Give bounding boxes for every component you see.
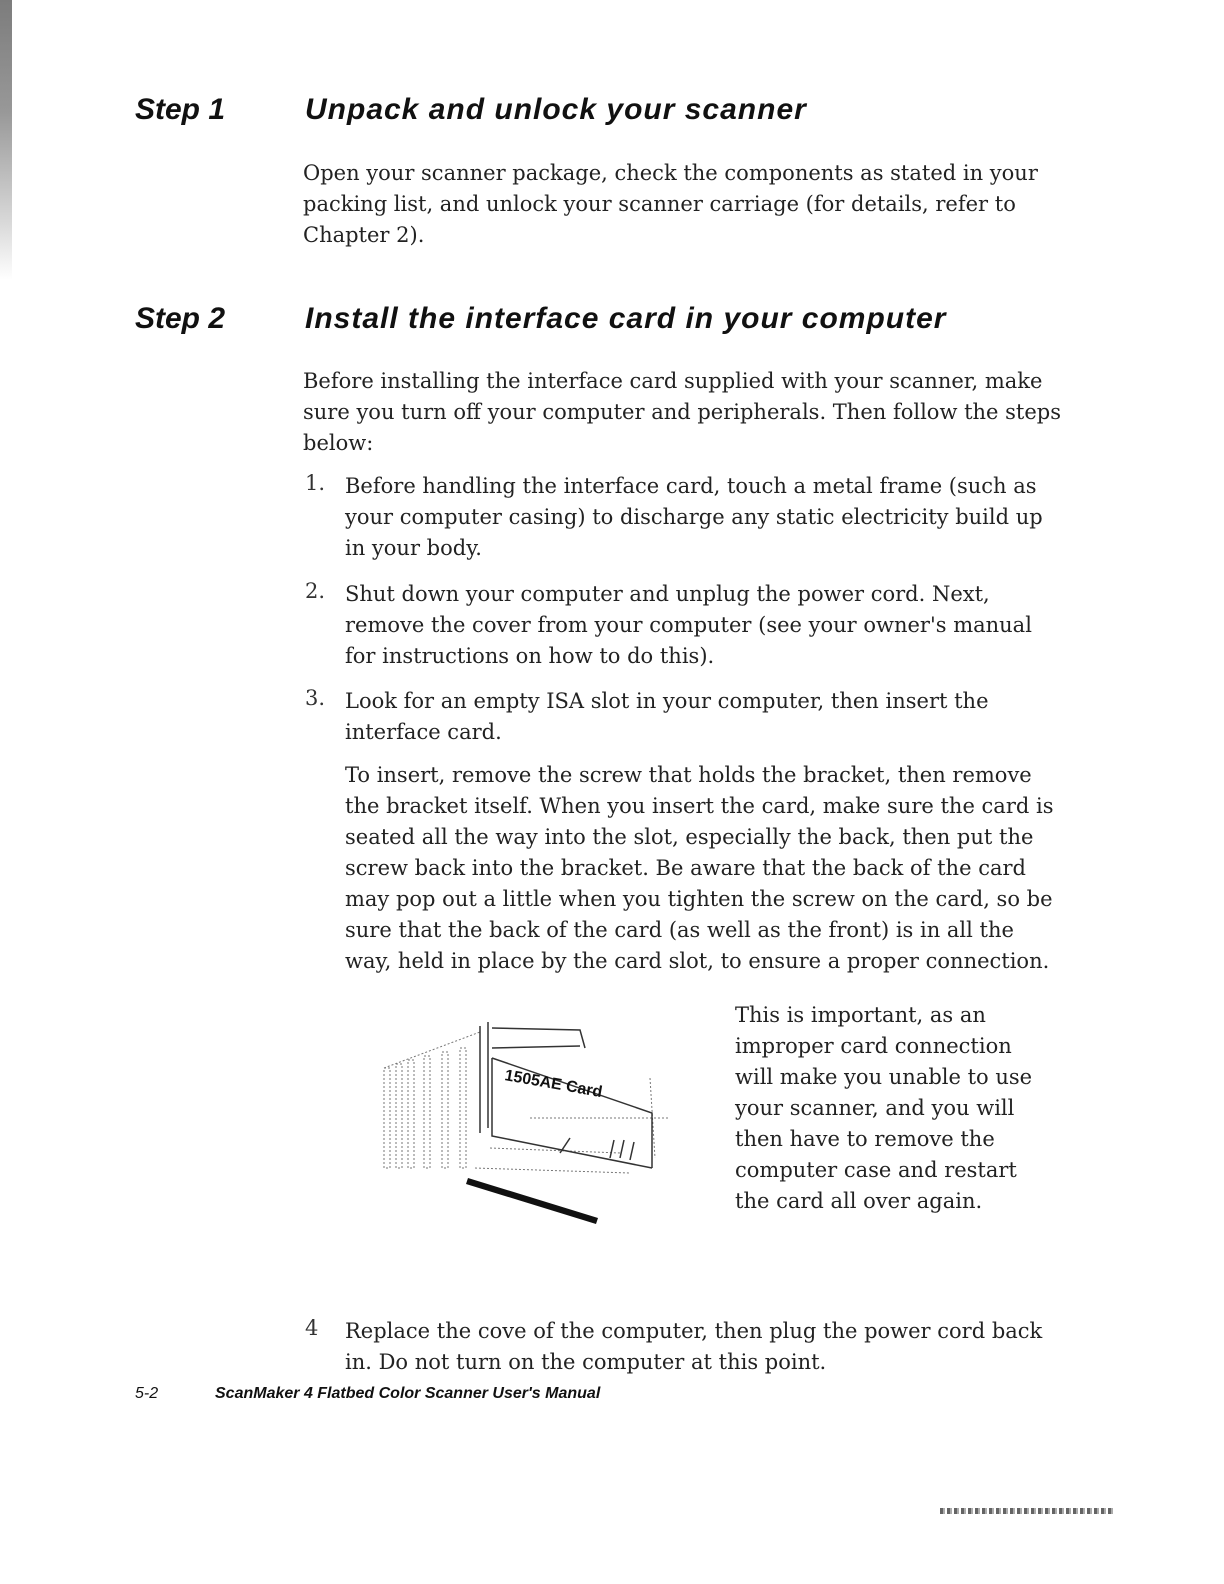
list-item-number: 1. <box>305 471 326 495</box>
step-2-title: Install the interface card in your computer <box>305 302 947 335</box>
scan-noise-artifact <box>940 1508 1115 1514</box>
interface-card-illustration <box>380 1018 680 1233</box>
step-2-label: Step 2 <box>135 302 226 335</box>
step-1-title: Unpack and unlock your scanner <box>305 93 807 126</box>
insert-paragraph: To insert, remove the screw that holds the bracket, then remove the bracket itself. When you insert the card, make sure the card is seated all the way into the slot, especially the back, then put the screw back into the bracket. Be aware that the back of the card may pop out a little when you tighten the screw on the card, so be sure that the back of the card (as well as the front) is in all the way, held in place by the card slot, to ensure a proper connection. <box>345 763 1054 973</box>
step-2-intro: Before installing the interface card supplied with your scanner, make sure you turn off your computer and peripherals. Then follow the steps below: <box>303 369 1062 455</box>
footer-manual-title: ScanMaker 4 Flatbed Color Scanner User's Manual <box>215 1385 601 1402</box>
card-edge-connector <box>466 1178 598 1224</box>
list-item-number: 2. <box>305 579 326 603</box>
step-1-label: Step 1 <box>135 93 226 126</box>
page-number: 5-2 <box>135 1385 159 1402</box>
list-item-number: 4 <box>305 1316 319 1340</box>
scan-edge-artifact <box>0 0 12 280</box>
list-item-number: 3. <box>305 686 326 710</box>
list-item-text: Replace the cove of the computer, then plug the power cord back in. Do not turn on the computer at this point. <box>345 1319 1043 1374</box>
card-label: 1505AE Card <box>503 1067 604 1102</box>
step-1-body: Open your scanner package, check the components as stated in your packing list, and unlock your scanner carriage (for details, refer to Chapter 2). <box>303 161 1038 247</box>
list-item-text: Look for an empty ISA slot in your computer, then insert the interface card. <box>345 689 989 744</box>
side-note: This is important, as an improper card connection will make you unable to use your scanner, and you will then have to remove the computer case and restart the card all over again. <box>735 1003 1033 1213</box>
list-item-text: Before handling the interface card, touch a metal frame (such as your computer casing) to discharge any static electricity build up in your body. <box>345 474 1043 560</box>
list-item-text: Shut down your computer and unplug the power cord. Next, remove the cover from your computer (see your owner's manual for instructions on how to do this). <box>345 582 1032 668</box>
